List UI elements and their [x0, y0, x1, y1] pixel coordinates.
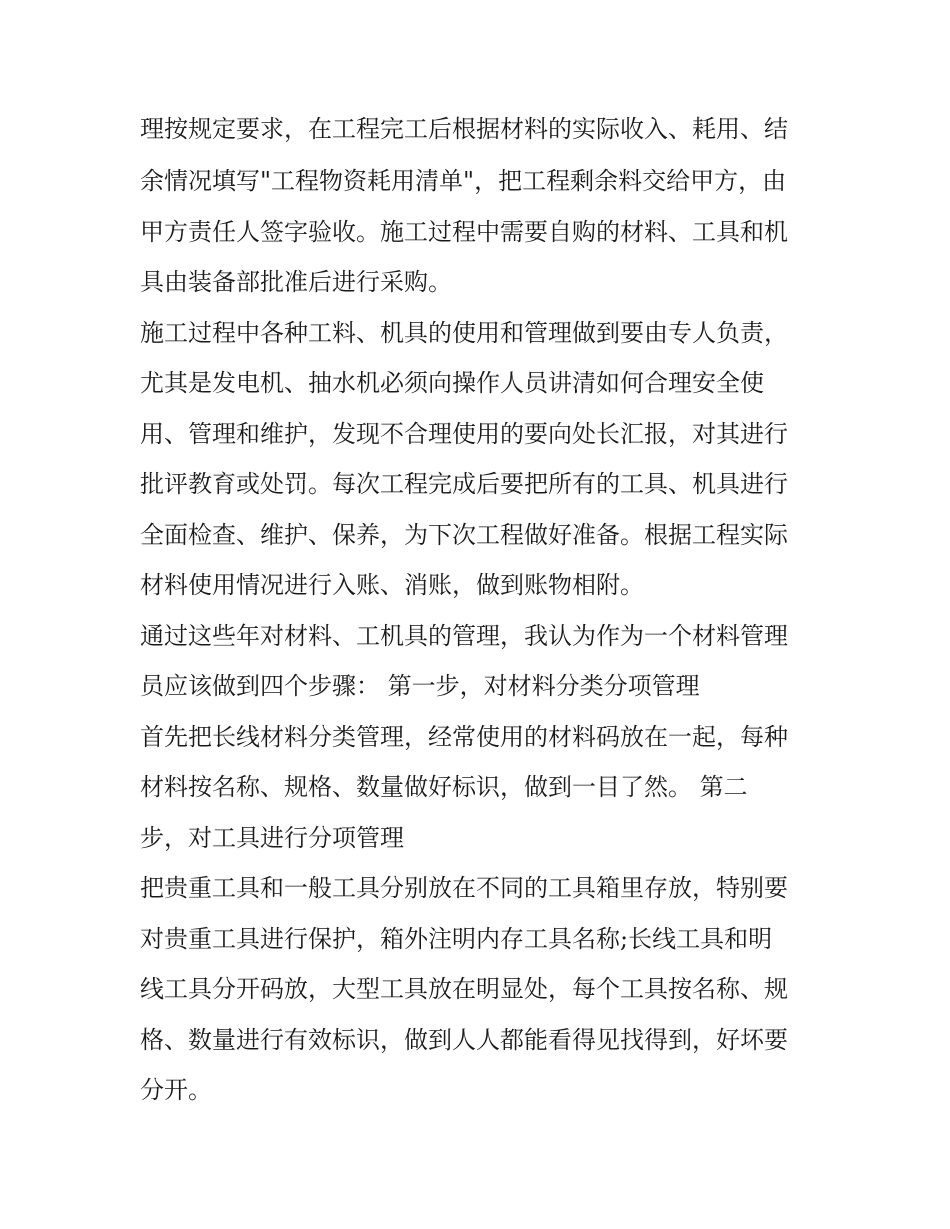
text-line-3: 甲方责任人签字验收。施工过程中需要自购的材料、工具和机: [140, 218, 788, 246]
text-line-7: 用、管理和维护，发现不合理使用的要向处长汇报，对其进行: [140, 420, 788, 448]
text-line-5: 施工过程中各种工料、机具的使用和管理做到要由专人负责，: [140, 319, 788, 347]
text-line-2: 余情况填写"工程物资耗用清单"，把工程剩余料交给甲方，由: [140, 167, 787, 195]
text-line-17: 对贵重工具进行保护，箱外注明内存工具名称;长线工具和明: [140, 925, 773, 953]
text-line-1: 理按规定要求，在工程完工后根据材料的实际收入、耗用、结: [140, 115, 788, 143]
text-line-20: 分开。: [140, 1076, 212, 1104]
text-line-15: 步，对工具进行分项管理: [140, 824, 404, 852]
text-line-19: 格、数量进行有效标识，做到人人都能看得见找得到，好坏要: [140, 1026, 788, 1054]
text-line-9: 全面检查、维护、保养，为下次工程做好准备。根据工程实际: [140, 521, 788, 549]
text-line-18: 线工具分开码放，大型工具放在明显处，每个工具按名称、规: [140, 975, 788, 1003]
text-line-4: 具由装备部批准后进行采购。: [140, 268, 452, 296]
text-line-6: 尤其是发电机、抽水机必须向操作人员讲清如何合理安全使: [140, 369, 764, 397]
text-line-11: 通过这些年对材料、工机具的管理，我认为作为一个材料管理: [140, 622, 788, 650]
text-line-13: 首先把长线材料分类管理，经常使用的材料码放在一起，每种: [140, 723, 788, 751]
text-line-12: 员应该做到四个步骤： 第一步，对材料分类分项管理: [140, 672, 700, 700]
text-line-10: 材料使用情况进行入账、消账，做到账物相附。: [140, 571, 644, 599]
text-line-8: 批评教育或处罚。每次工程完成后要把所有的工具、机具进行: [140, 470, 788, 498]
text-line-16: 把贵重工具和一般工具分别放在不同的工具箱里存放，特别要: [140, 874, 788, 902]
text-line-14: 材料按名称、规格、数量做好标识，做到一目了然。 第二: [140, 773, 748, 801]
